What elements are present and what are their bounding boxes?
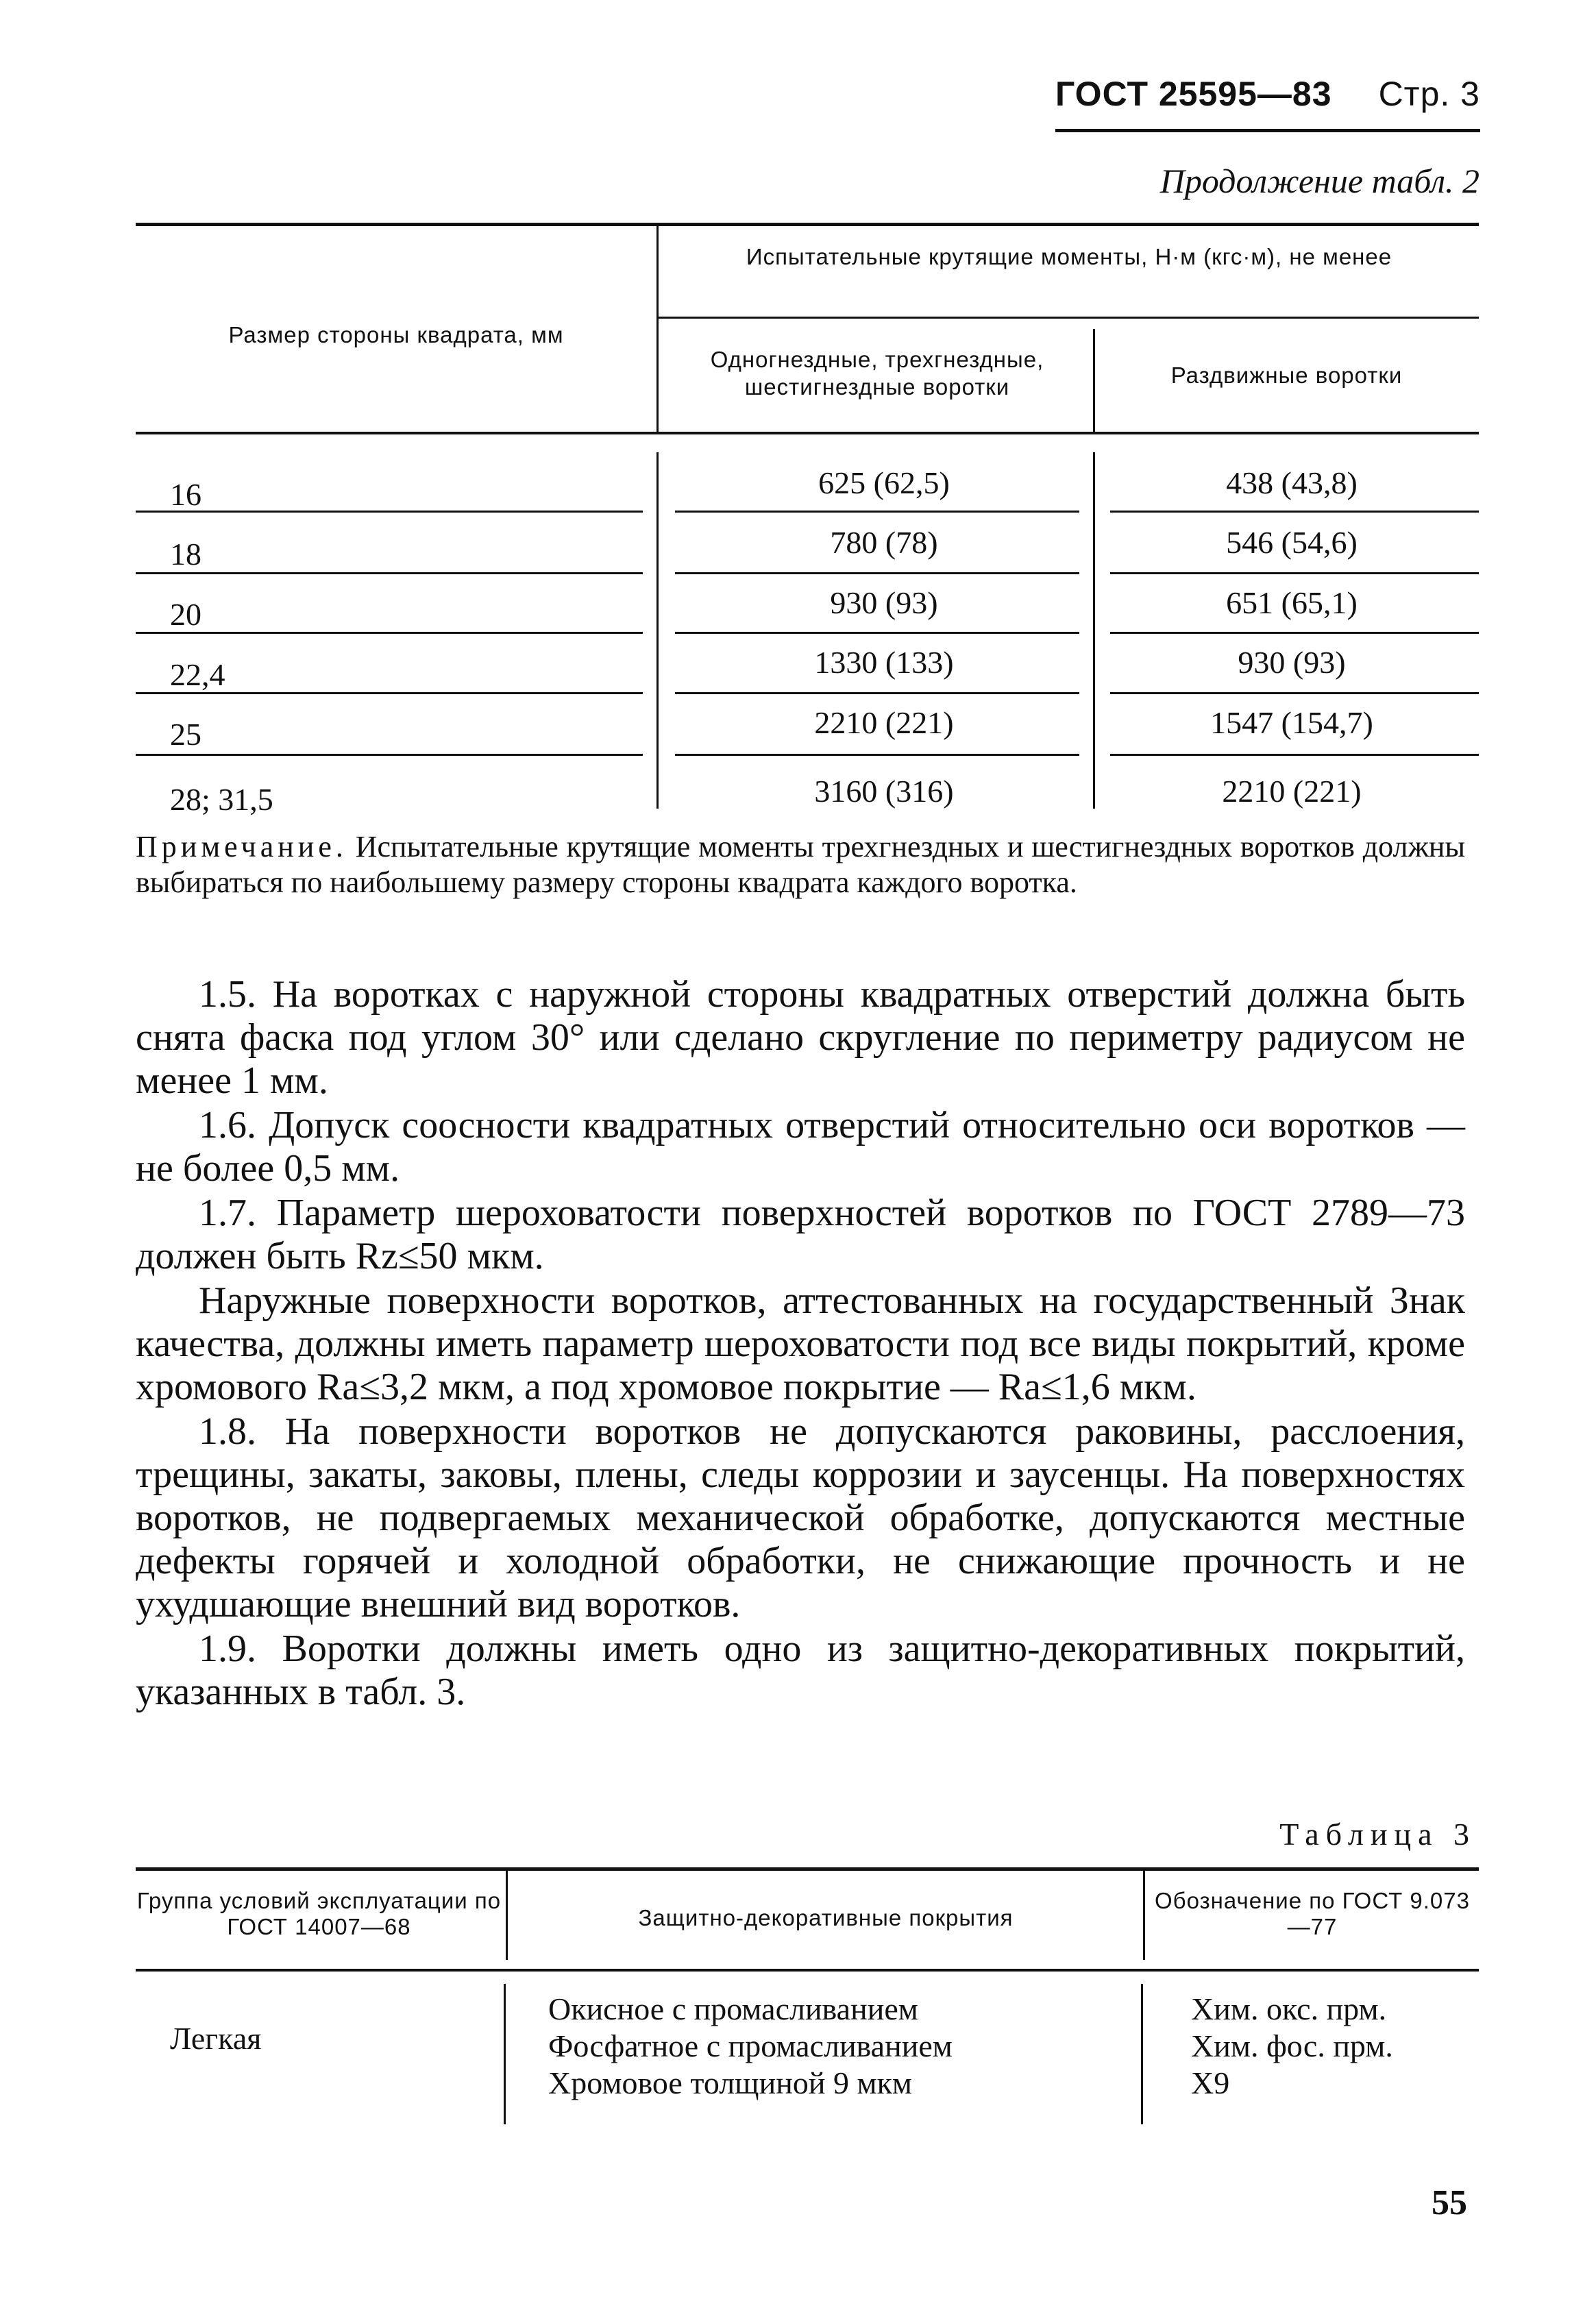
page-number: 55 (1432, 2183, 1467, 2222)
table2-row-rule (136, 754, 643, 756)
table2-torque-sliding-cell: 438 (43,8) (1226, 465, 1358, 500)
table2-size-cell: 25 (170, 717, 201, 752)
table3-group-cell: Легкая (170, 2021, 262, 2056)
body-text (136, 973, 1465, 1715)
table2-torque-sliding-cell: 651 (65,1) (1226, 585, 1358, 620)
table3-header-divider-2 (1143, 1871, 1145, 1960)
table2-body-divider-1 (656, 452, 659, 809)
table2-continuation-caption: Продолжение табл. 2 (1159, 162, 1480, 200)
table3-coating-list (548, 1991, 953, 2102)
table3-coating-item: Хромовое толщиной 9 мкм (548, 2065, 913, 2100)
table2-size-cell: 18 (170, 537, 201, 572)
table2-row-rule (1110, 572, 1479, 574)
table2-row-rule (675, 692, 1079, 694)
table2-torque-fixed-cell: 780 (78) (830, 525, 938, 560)
table2-row-rule (675, 632, 1079, 634)
paragraph-1-5: 1.5. На воротках с наружной стороны квадратных отверстий должна быть снята фаска под углом 30° или сделано скругление по периметру радиусом не менее 1 мм. (136, 973, 1465, 1102)
table2-row-rule (675, 572, 1079, 574)
table3-code-list (1191, 1991, 1393, 2102)
table2-size-cell: 16 (170, 477, 201, 512)
table2-torque-sliding-cell: 1547 (154,7) (1210, 705, 1373, 740)
paragraph-surface-roughness: Наружные поверхности воротков, аттестованных на государственный Знак качества, должны иметь параметр шероховатости под все виды покрытий, кроме хромового Ra≤3,2 мкм, а под хромовое покрытие — Ra≤1,6 мкм. (136, 1279, 1465, 1408)
table2-body-divider-2 (1093, 452, 1095, 809)
table2-torque-sliding-cell: 930 (93) (1238, 645, 1346, 680)
table2-torque-fixed-cell: 2210 (221) (814, 705, 954, 740)
table2-torque-fixed-cell: 930 (93) (830, 585, 938, 620)
paragraph-1-7: 1.7. Параметр шероховатости поверхностей воротков по ГОСТ 2789—73 должен быть Rz≤50 мкм. (136, 1192, 1465, 1277)
table2-row-rule (675, 754, 1079, 756)
table3-body-divider-2 (1141, 1984, 1143, 2124)
table3-coating-header: Защитно-декоративные покрытия (638, 1905, 1014, 1930)
table2-header-divider (656, 226, 659, 432)
table2-size-header: Размер стороны квадрата, мм (228, 322, 564, 347)
page-header (1055, 74, 1480, 114)
page-label: Стр. 3 (1378, 75, 1480, 113)
table2-torque-header: Испытательные крутящие моменты, Н·м (кгс·м), не менее (746, 244, 1392, 269)
table2-row-rule (1110, 632, 1479, 634)
header-rule (1055, 129, 1480, 132)
table2-torque-fixed-cell: 625 (62,5) (818, 465, 950, 500)
table2-sliding-wrench-header: Раздвижные воротки (1170, 363, 1403, 388)
note-label: Примечание. (136, 830, 347, 863)
table2-header-bottom-rule (136, 432, 1479, 434)
table2-note (136, 829, 1465, 900)
table2-size-cell: 20 (170, 597, 201, 632)
standard-number: ГОСТ 25595—83 (1055, 75, 1332, 113)
table2-top-rule (136, 223, 1479, 226)
note-text: Испытательные крутящие моменты трехгнездных и шестигнездных воротков должны выбираться по наибольшему размеру стороны квадрата каждого воротка. (136, 830, 1465, 899)
table2-torque-fixed-cell: 3160 (316) (814, 774, 954, 809)
table2-row-rule (1110, 754, 1479, 756)
table3-coating-item: Фосфатное с промасливанием (548, 2028, 953, 2063)
table3-designation-header: Обозначение по ГОСТ 9.073—77 (1155, 1888, 1470, 1939)
table2-size-cell: 28; 31,5 (170, 782, 273, 817)
table3-body-divider-1 (504, 1984, 506, 2124)
table2-fixed-wrench-header: Одногнездные, трехгнездные, шестигнездные воротки (710, 347, 1044, 400)
table2-row-rule (1110, 511, 1479, 513)
paragraph-1-8: 1.8. На поверхности воротков не допускаются раковины, расслоения, трещины, закаты, заковы, плены, следы коррозии и заусенцы. На поверхностях воротков, не подвергаемых механической обработке, допускаются местные дефекты горячей и холодной обработки, не снижающие прочность и не ухудшающие внешний вид воротков. (136, 1410, 1465, 1625)
table2-row-rule (136, 572, 643, 574)
table3-group-header: Группа условий эксплуатации по ГОСТ 14007—68 (136, 1888, 502, 1939)
table3-top-rule (136, 1867, 1479, 1871)
table2-subheader-divider (1093, 329, 1095, 432)
table2-row-rule (675, 511, 1079, 513)
table2-size-cell: 22,4 (170, 657, 225, 692)
table2-row-rule (136, 632, 643, 634)
table2-row-rule (1110, 692, 1479, 694)
table3-header-bottom-rule (136, 1969, 1479, 1972)
table3-coating-item: Окисное с промасливанием (548, 1991, 918, 2026)
table3-code-item: Хим. окс. прм. (1191, 1991, 1387, 2026)
table3-title: Таблица 3 (1279, 1817, 1476, 1852)
table2-torque-sliding-cell: 2210 (221) (1222, 774, 1362, 809)
table3-header-divider-1 (506, 1871, 508, 1960)
table2-group-rule (656, 317, 1479, 319)
table2-torque-fixed-cell: 1330 (133) (814, 645, 954, 680)
table3-code-item: Хим. фос. прм. (1191, 2028, 1393, 2063)
table2-torque-sliding-cell: 546 (54,6) (1226, 525, 1358, 560)
table2-row-rule (136, 511, 643, 513)
paragraph-1-6: 1.6. Допуск соосности квадратных отверстий относительно оси воротков — не более 0,5 мм. (136, 1104, 1465, 1190)
table3-code-item: Х9 (1191, 2065, 1230, 2100)
paragraph-1-9: 1.9. Воротки должны иметь одно из защитно-декоративных покрытий, указанных в табл. 3. (136, 1628, 1465, 1713)
